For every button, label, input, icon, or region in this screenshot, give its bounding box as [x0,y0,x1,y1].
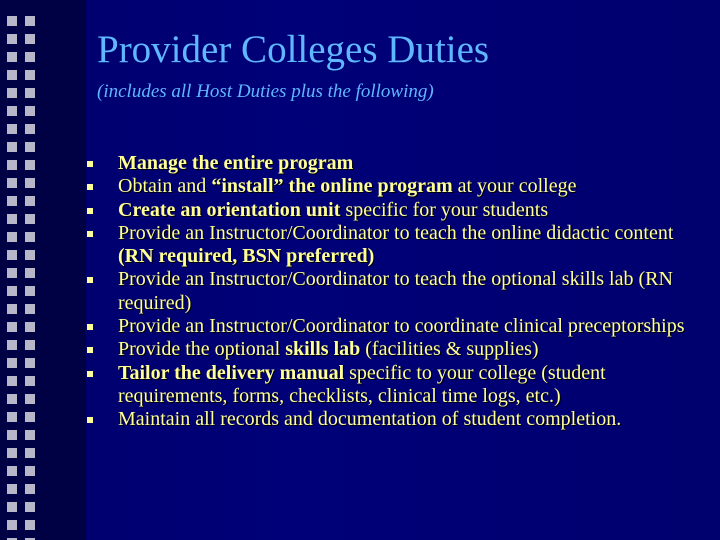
decorative-square [7,124,17,134]
bullet-text-run: at your college [452,175,577,198]
bullet-item [87,338,702,361]
square-bullet-icon [87,208,93,214]
bullet-text-run: Provide an Instructor/Coordinator to teach the optional skills lab (RN required) [118,268,673,314]
bullet-text [118,199,548,221]
decorative-square [25,34,35,44]
decorative-square [25,520,35,530]
bullet-text [118,315,685,337]
bullet-item [87,268,702,315]
bullet-text-bold-run: skills lab [285,338,361,361]
square-bullet-icon [87,231,93,237]
decorative-square [25,304,35,314]
decorative-square [7,232,17,242]
decorative-square [7,466,17,476]
decorative-square [7,70,17,80]
bullet-text-bold-run: Manage the entire program [118,152,354,174]
square-bullet-icon [87,371,93,377]
bullet-item [87,222,702,269]
decorative-square [25,178,35,188]
decorative-square [7,394,17,404]
bullet-item [87,408,702,431]
bullet-text-bold-run: Create an orientation unit [118,198,341,221]
square-bullet-icon [87,277,93,283]
bullet-text-run: specific for your students [340,198,549,221]
bullet-text-bold-run: Tailor the delivery manual [118,361,345,384]
bullet-text-run: Provide the optional [118,338,286,361]
slide-subtitle: (includes all Host Duties plus the following) [97,81,434,102]
decorative-square [7,304,17,314]
decorative-square [7,34,17,44]
square-bullet-icon [87,161,93,167]
bullet-text-run: Obtain and [118,175,212,198]
decorative-square [7,376,17,386]
decorative-square [7,484,17,494]
decorative-square [25,466,35,476]
decorative-square [25,484,35,494]
decorative-square [7,214,17,224]
bullet-text-run: Provide an Instructor/Coordinator to coordinate clinical preceptorships [118,315,685,338]
decorative-square [25,376,35,386]
decorative-square [25,124,35,134]
decorative-square [25,16,35,26]
decorative-square [7,286,17,296]
decorative-square [25,412,35,422]
decorative-square [7,88,17,98]
decorative-square [7,16,17,26]
decorative-square [25,106,35,116]
bullet-item [87,175,702,198]
decorative-square [7,196,17,206]
decorative-square [7,322,17,332]
bullet-text-run: Maintain all records and documentation of student completion. [118,408,622,431]
bullet-item [87,152,702,175]
bullet-item [87,315,702,338]
bullet-text-bold-run: “install” the online program [211,175,453,198]
bullet-text [118,362,606,407]
decorative-square [7,268,17,278]
decorative-square [7,178,17,188]
decorative-square [25,196,35,206]
decorative-square [25,250,35,260]
decorative-square [25,214,35,224]
decorative-square [7,52,17,62]
decorative-square [25,448,35,458]
decorative-square [25,70,35,80]
decorative-square [25,88,35,98]
decorative-square [25,502,35,512]
bullet-text [118,222,673,267]
square-bullet-icon [87,184,93,190]
decorative-square [25,160,35,170]
decorative-square [7,412,17,422]
decorative-square [25,142,35,152]
decorative-square [25,340,35,350]
bullet-text [118,268,673,313]
decorative-square [25,358,35,368]
slide-title: Provider Colleges Duties [97,28,490,71]
decorative-square [25,52,35,62]
square-bullet-icon [87,324,93,330]
decorative-square [7,502,17,512]
decorative-square [7,448,17,458]
bullet-text-bold-run: (RN required, BSN preferred) [118,245,375,268]
duties-bullet-list [87,152,702,432]
decorative-square-column [0,0,86,540]
bullet-text [118,338,539,360]
decorative-square [25,232,35,242]
decorative-square [7,160,17,170]
decorative-square [25,268,35,278]
decorative-square [7,142,17,152]
bullet-text-run: Provide an Instructor/Coordinator to teach the online didactic content [118,221,674,244]
bullet-text [118,152,353,174]
bullet-item [87,362,702,409]
decorative-square [25,430,35,440]
bullet-text [118,408,621,430]
bullet-text [118,175,576,197]
decorative-square [7,250,17,260]
decorative-square [7,340,17,350]
bullet-item [87,199,702,222]
square-bullet-icon [87,417,93,423]
decorative-square [7,358,17,368]
decorative-square [7,520,17,530]
square-bullet-icon [87,347,93,353]
decorative-square [25,322,35,332]
decorative-square [25,394,35,404]
decorative-square [7,106,17,116]
decorative-square [7,430,17,440]
bullet-text-run: specific to your college (student requirements, forms, checklists, clinical time logs, etc.) [118,361,606,407]
decorative-square [25,286,35,296]
bullet-text-run: (facilities & supplies) [360,338,539,361]
